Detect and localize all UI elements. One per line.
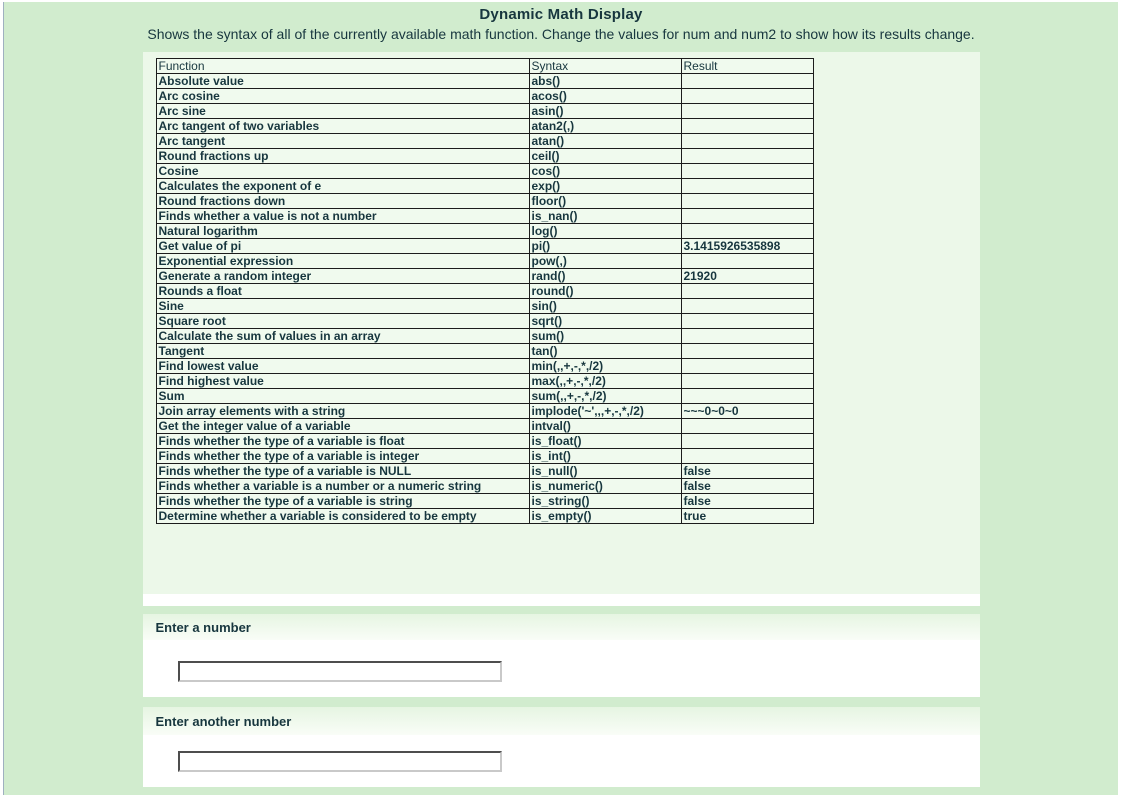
cell-function: Arc sine [156,104,529,119]
cell-syntax: rand() [529,269,681,284]
cell-result [681,119,813,134]
cell-syntax: sum(,,+,-,*,/2) [529,389,681,404]
cell-syntax: atan() [529,134,681,149]
cell-result [681,149,813,164]
table-row [156,509,813,524]
cell-result [681,389,813,404]
cell-syntax: pi() [529,239,681,254]
table-row [156,464,813,479]
cell-syntax: asin() [529,104,681,119]
cell-function: Exponential expression [156,254,529,269]
cell-result [681,374,813,389]
table-row [156,164,813,179]
cell-function: Join array elements with a string [156,404,529,419]
num2-label: Enter another number [143,707,980,735]
table-row [156,89,813,104]
cell-syntax: acos() [529,89,681,104]
table-row [156,419,813,434]
num2-input[interactable] [178,751,502,772]
table-row [156,254,813,269]
cell-function: Arc cosine [156,89,529,104]
cell-syntax: min(,,+,-,*,/2) [529,359,681,374]
cell-result [681,194,813,209]
cell-syntax: pow(,) [529,254,681,269]
cell-result: 3.1415926535898 [681,239,813,254]
cell-function: Arc tangent of two variables [156,119,529,134]
table-row [156,449,813,464]
cell-function: Arc tangent [156,134,529,149]
cell-function: Square root [156,314,529,329]
section-gap [143,697,980,707]
table-row [156,494,813,509]
table-row [156,134,813,149]
cell-function: Finds whether the type of a variable is string [156,494,529,509]
table-row [156,359,813,374]
cell-result: false [681,494,813,509]
cell-function: Generate a random integer [156,269,529,284]
cell-function: Natural logarithm [156,224,529,239]
cell-result [681,134,813,149]
cell-result: ~~~0~0~0 [681,404,813,419]
cell-result [681,254,813,269]
cell-function: Finds whether the type of a variable is float [156,434,529,449]
cell-result: false [681,464,813,479]
cell-result: true [681,509,813,524]
table-row [156,374,813,389]
cell-function: Round fractions up [156,149,529,164]
page [3,2,1118,795]
cell-syntax: tan() [529,344,681,359]
cell-function: Sine [156,299,529,314]
cell-syntax: ceil() [529,149,681,164]
cell-syntax: abs() [529,74,681,89]
cell-function: Get value of pi [156,239,529,254]
cell-function: Sum [156,389,529,404]
cell-result [681,224,813,239]
table-row [156,314,813,329]
cell-syntax: is_null() [529,464,681,479]
cell-function: Finds whether the type of a variable is integer [156,449,529,464]
table-panel-footer [143,594,980,606]
cell-syntax: log() [529,224,681,239]
num-input[interactable] [178,661,502,682]
cell-syntax: sqrt() [529,314,681,329]
cell-syntax: exp() [529,179,681,194]
table-row [156,149,813,164]
cell-syntax: implode('~',,,+,-,*,/2) [529,404,681,419]
cell-syntax: max(,,+,-,*,/2) [529,374,681,389]
cell-syntax: intval() [529,419,681,434]
cell-function: Find lowest value [156,359,529,374]
content-area [143,52,980,787]
table-row [156,224,813,239]
table-row [156,344,813,359]
cell-syntax: is_string() [529,494,681,509]
cell-function: Round fractions down [156,194,529,209]
cell-result [681,299,813,314]
cell-syntax: is_empty() [529,509,681,524]
cell-function: Calculates the exponent of e [156,179,529,194]
table-row [156,299,813,314]
column-header-function: Function [156,59,529,74]
table-row [156,479,813,494]
table-row [156,119,813,134]
cell-syntax: floor() [529,194,681,209]
num-label: Enter a number [143,614,980,640]
cell-function: Cosine [156,164,529,179]
column-header-result: Result [681,59,813,74]
num-input-area [143,640,980,697]
table-row [156,194,813,209]
cell-result [681,419,813,434]
cell-result [681,344,813,359]
cell-syntax: cos() [529,164,681,179]
table-row [156,269,813,284]
table-row [156,74,813,89]
cell-result [681,359,813,374]
cell-function: Finds whether a variable is a number or a numeric string [156,479,529,494]
cell-result: false [681,479,813,494]
table-row [156,284,813,299]
cell-result [681,449,813,464]
num2-input-area [143,735,980,787]
table-row [156,104,813,119]
cell-result [681,89,813,104]
cell-result [681,179,813,194]
cell-function: Find highest value [156,374,529,389]
table-row [156,329,813,344]
table-header-row [156,59,813,74]
cell-function: Tangent [156,344,529,359]
cell-function: Finds whether a value is not a number [156,209,529,224]
cell-syntax: sin() [529,299,681,314]
cell-syntax: atan2(,) [529,119,681,134]
table-row [156,239,813,254]
cell-function: Finds whether the type of a variable is NULL [156,464,529,479]
cell-syntax: round() [529,284,681,299]
math-functions-table [156,58,814,524]
cell-syntax: is_float() [529,434,681,449]
section-gap [143,606,980,614]
cell-syntax: sum() [529,329,681,344]
table-row [156,434,813,449]
cell-syntax: is_int() [529,449,681,464]
page-title: Dynamic Math Display [479,6,643,23]
cell-result [681,104,813,119]
table-row [156,404,813,419]
cell-function: Absolute value [156,74,529,89]
math-table-panel [143,52,980,594]
cell-function: Determine whether a variable is considered to be empty [156,509,529,524]
cell-result: 21920 [681,269,813,284]
column-header-syntax: Syntax [529,59,681,74]
cell-syntax: is_nan() [529,209,681,224]
cell-result [681,314,813,329]
cell-syntax: is_numeric() [529,479,681,494]
page-subtitle: Shows the syntax of all of the currently available math function. Change the values for num and num2 to show how its results change. [147,26,975,42]
cell-result [681,434,813,449]
cell-result [681,164,813,179]
table-row [156,209,813,224]
cell-result [681,284,813,299]
cell-function: Calculate the sum of values in an array [156,329,529,344]
cell-result [681,209,813,224]
table-row [156,179,813,194]
table-row [156,389,813,404]
cell-function: Get the integer value of a variable [156,419,529,434]
cell-result [681,74,813,89]
cell-function: Rounds a float [156,284,529,299]
cell-result [681,329,813,344]
